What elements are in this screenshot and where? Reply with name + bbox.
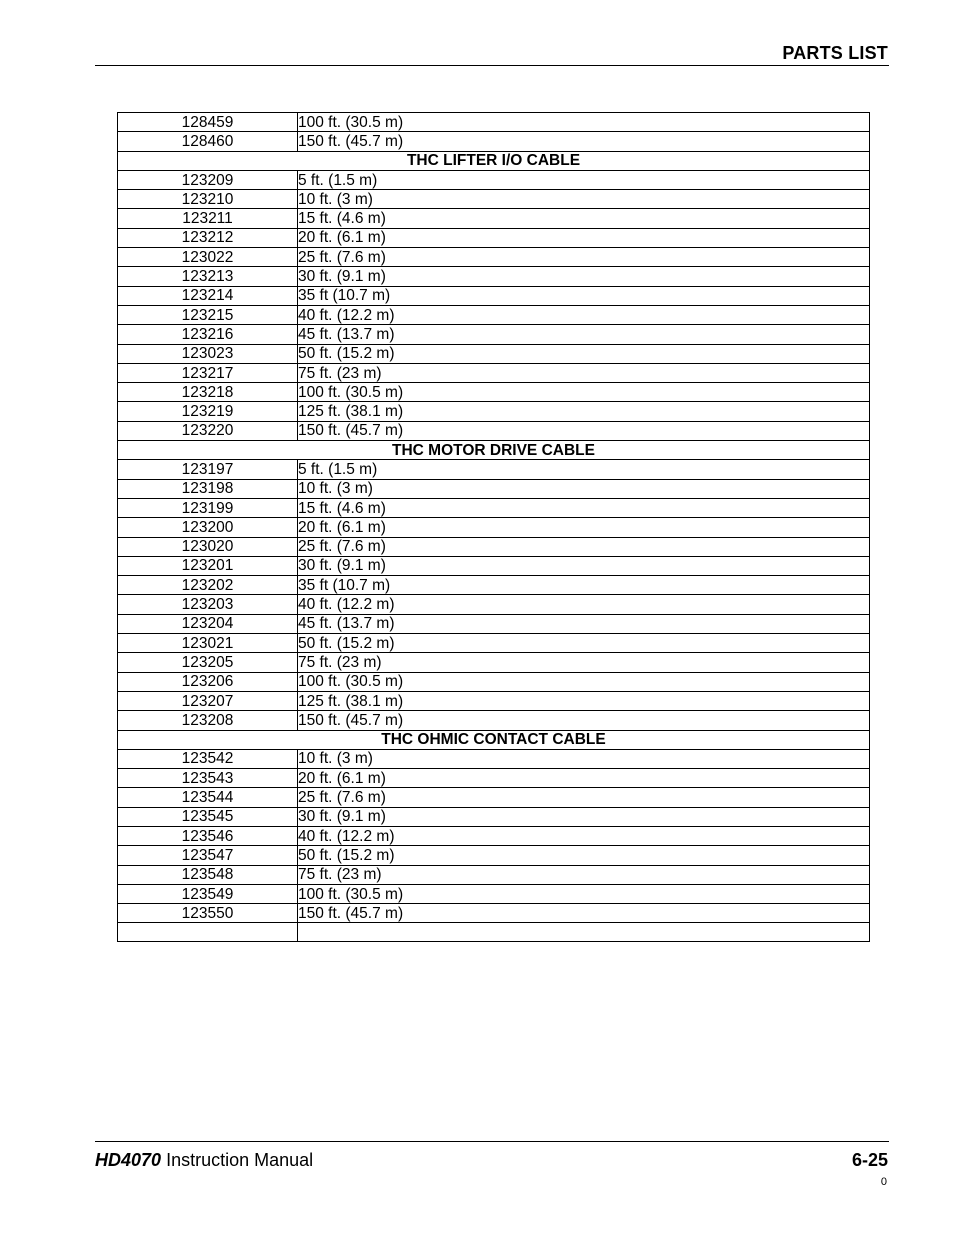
description-cell: 50 ft. (15.2 m) (298, 634, 870, 653)
table-row (118, 788, 870, 807)
part-number-cell: 123212 (118, 228, 298, 247)
part-number-cell: 123199 (118, 498, 298, 517)
part-number-cell: 123021 (118, 634, 298, 653)
footer-model-name: HD4070 (95, 1150, 162, 1170)
description-cell: 75 ft. (23 m) (298, 865, 870, 884)
part-number-cell: 123211 (118, 209, 298, 228)
description-cell: 20 ft. (6.1 m) (298, 228, 870, 247)
table-row (118, 634, 870, 653)
table-row (118, 402, 870, 421)
table-row-empty (118, 923, 870, 942)
description-cell: 125 ft. (38.1 m) (298, 691, 870, 710)
table-row (118, 865, 870, 884)
table-row (118, 267, 870, 286)
description-cell: 75 ft. (23 m) (298, 363, 870, 382)
table-row (118, 170, 870, 189)
table-row (118, 479, 870, 498)
table-row (118, 653, 870, 672)
section-title: THC MOTOR DRIVE CABLE (118, 441, 870, 460)
description-cell: 35 ft (10.7 m) (298, 576, 870, 595)
table-row (118, 769, 870, 788)
part-number-cell: 123547 (118, 846, 298, 865)
part-number-cell: 123543 (118, 769, 298, 788)
part-number-cell: 123218 (118, 383, 298, 402)
part-number-cell: 123203 (118, 595, 298, 614)
table-row (118, 691, 870, 710)
description-cell: 150 ft. (45.7 m) (298, 132, 870, 151)
description-cell: 25 ft. (7.6 m) (298, 248, 870, 267)
description-cell: 20 ft. (6.1 m) (298, 769, 870, 788)
part-number-cell: 123214 (118, 286, 298, 305)
table-row (118, 209, 870, 228)
table-row (118, 884, 870, 903)
footer-manual-label: Instruction Manual (166, 1150, 314, 1170)
description-cell: 5 ft. (1.5 m) (298, 170, 870, 189)
table-row (118, 672, 870, 691)
table-row (118, 904, 870, 923)
part-number-cell: 123197 (118, 460, 298, 479)
part-number-cell: 123219 (118, 402, 298, 421)
description-cell: 40 ft. (12.2 m) (298, 595, 870, 614)
revision-number: 0 (880, 1176, 887, 1188)
table-row (118, 614, 870, 633)
table-row (118, 807, 870, 826)
description-cell: 75 ft. (23 m) (298, 653, 870, 672)
part-number-cell: 123022 (118, 248, 298, 267)
table-row (118, 846, 870, 865)
part-number-cell: 123023 (118, 344, 298, 363)
part-number-cell: 123206 (118, 672, 298, 691)
table-row (118, 344, 870, 363)
description-cell: 100 ft. (30.5 m) (298, 884, 870, 903)
part-number-cell: 123205 (118, 653, 298, 672)
table-row (118, 286, 870, 305)
table-row (118, 363, 870, 382)
parts-table-body (118, 113, 870, 942)
table-row (118, 826, 870, 845)
part-number-cell: 123020 (118, 537, 298, 556)
description-cell: 125 ft. (38.1 m) (298, 402, 870, 421)
table-row (118, 325, 870, 344)
description-cell: 40 ft. (12.2 m) (298, 826, 870, 845)
part-number-cell (118, 923, 298, 942)
part-number-cell: 123546 (118, 826, 298, 845)
description-cell: 30 ft. (9.1 m) (298, 807, 870, 826)
table-row (118, 595, 870, 614)
section-header-row (118, 441, 870, 460)
description-cell: 50 ft. (15.2 m) (298, 344, 870, 363)
table-row (118, 537, 870, 556)
part-number-cell: 123207 (118, 691, 298, 710)
footer-manual-title (95, 1150, 313, 1171)
part-number-cell: 123213 (118, 267, 298, 286)
parts-table (117, 112, 870, 942)
footer-divider (95, 1141, 889, 1142)
description-cell (298, 923, 870, 942)
table-row (118, 190, 870, 209)
description-cell: 25 ft. (7.6 m) (298, 537, 870, 556)
section-header-row (118, 730, 870, 749)
page-header-title: PARTS LIST (782, 43, 888, 63)
part-number-cell: 123217 (118, 363, 298, 382)
table-row (118, 498, 870, 517)
part-number-cell: 123201 (118, 556, 298, 575)
description-cell: 5 ft. (1.5 m) (298, 460, 870, 479)
description-cell: 30 ft. (9.1 m) (298, 556, 870, 575)
description-cell: 10 ft. (3 m) (298, 190, 870, 209)
part-number-cell: 123544 (118, 788, 298, 807)
part-number-cell: 123216 (118, 325, 298, 344)
part-number-cell: 123220 (118, 421, 298, 440)
description-cell: 35 ft (10.7 m) (298, 286, 870, 305)
description-cell: 25 ft. (7.6 m) (298, 788, 870, 807)
part-number-cell: 123215 (118, 305, 298, 324)
table-row (118, 113, 870, 132)
part-number-cell: 123548 (118, 865, 298, 884)
part-number-cell: 128459 (118, 113, 298, 132)
description-cell: 10 ft. (3 m) (298, 749, 870, 768)
part-number-cell: 123204 (118, 614, 298, 633)
description-cell: 40 ft. (12.2 m) (298, 305, 870, 324)
description-cell: 15 ft. (4.6 m) (298, 498, 870, 517)
description-cell: 10 ft. (3 m) (298, 479, 870, 498)
table-row (118, 749, 870, 768)
description-cell: 45 ft. (13.7 m) (298, 325, 870, 344)
table-row (118, 460, 870, 479)
table-row (118, 576, 870, 595)
part-number-cell: 123550 (118, 904, 298, 923)
part-number-cell: 123200 (118, 518, 298, 537)
part-number-cell: 123209 (118, 170, 298, 189)
part-number-cell: 123542 (118, 749, 298, 768)
header-divider (95, 65, 889, 66)
part-number-cell: 123208 (118, 711, 298, 730)
section-title: THC OHMIC CONTACT CABLE (118, 730, 870, 749)
part-number-cell: 123198 (118, 479, 298, 498)
part-number-cell: 123210 (118, 190, 298, 209)
description-cell: 150 ft. (45.7 m) (298, 904, 870, 923)
table-row (118, 132, 870, 151)
description-cell: 15 ft. (4.6 m) (298, 209, 870, 228)
description-cell: 150 ft. (45.7 m) (298, 421, 870, 440)
description-cell: 45 ft. (13.7 m) (298, 614, 870, 633)
page-number: 6-25 (851, 1150, 888, 1170)
description-cell: 50 ft. (15.2 m) (298, 846, 870, 865)
description-cell: 100 ft. (30.5 m) (298, 672, 870, 691)
description-cell: 20 ft. (6.1 m) (298, 518, 870, 537)
table-row (118, 556, 870, 575)
part-number-cell: 123549 (118, 884, 298, 903)
table-row (118, 421, 870, 440)
description-cell: 100 ft. (30.5 m) (298, 383, 870, 402)
table-row (118, 248, 870, 267)
part-number-cell: 128460 (118, 132, 298, 151)
table-row (118, 383, 870, 402)
description-cell: 100 ft. (30.5 m) (298, 113, 870, 132)
part-number-cell: 123545 (118, 807, 298, 826)
section-title: THC LIFTER I/O CABLE (118, 151, 870, 170)
table-row (118, 711, 870, 730)
table-row (118, 518, 870, 537)
table-row (118, 305, 870, 324)
description-cell: 150 ft. (45.7 m) (298, 711, 870, 730)
part-number-cell: 123202 (118, 576, 298, 595)
description-cell: 30 ft. (9.1 m) (298, 267, 870, 286)
table-row (118, 228, 870, 247)
section-header-row (118, 151, 870, 170)
